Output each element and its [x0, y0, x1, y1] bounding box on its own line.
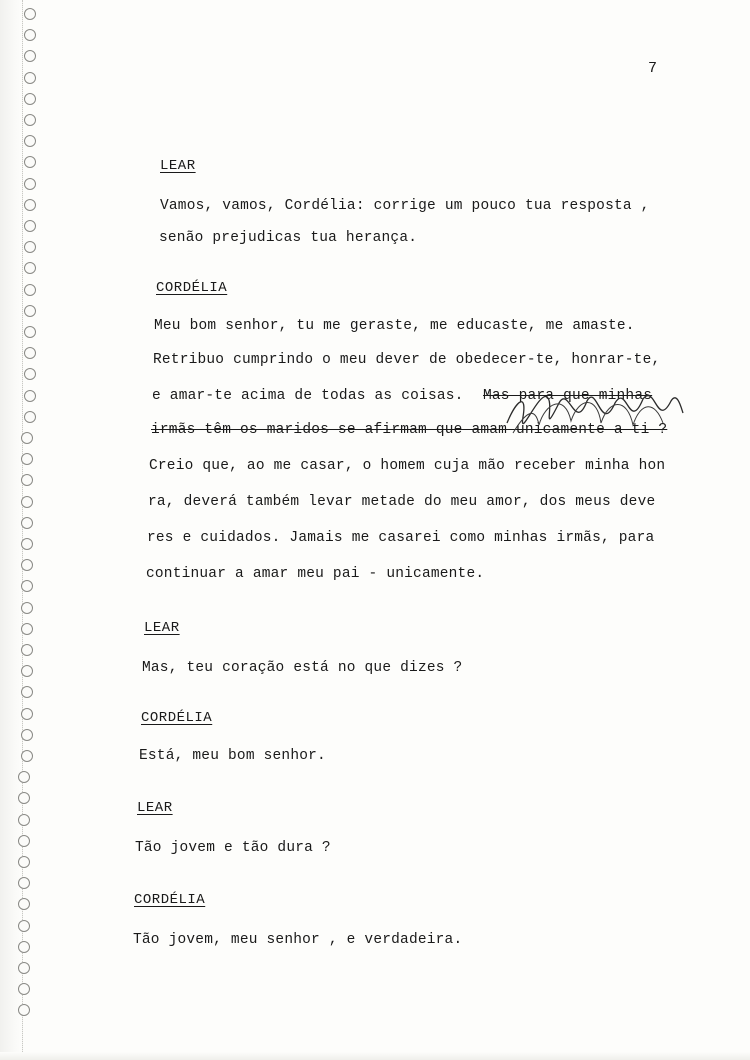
speaker-name: CORDÉLIA: [156, 280, 228, 296]
binder-hole: [21, 623, 33, 635]
dialogue-line: Tão jovem e tão dura ?: [135, 840, 331, 856]
dialogue-line: Meu bom senhor, tu me geraste, me educaste, me amaste.: [154, 318, 635, 334]
binder-hole: [18, 877, 30, 889]
dialogue-line: Vamos, vamos, Cordélia: corrige um pouco tua resposta ,: [160, 198, 650, 214]
binder-hole: [21, 496, 33, 508]
binder-hole: [24, 284, 36, 296]
speaker-name: LEAR: [137, 800, 173, 816]
struck-text: Mas para que minhas: [483, 388, 653, 404]
binder-hole: [24, 135, 36, 147]
punched-holes: [20, 8, 44, 1028]
binder-hole: [24, 29, 36, 41]
binder-hole: [24, 262, 36, 274]
binder-hole: [21, 474, 33, 486]
speaker-name: CORDÉLIA: [141, 710, 213, 726]
binder-hole: [24, 368, 36, 380]
dialogue-line: Retribuo cumprindo o meu dever de obedecer-te, honrar-te,: [153, 352, 661, 368]
binder-hole: [24, 93, 36, 105]
dialogue-line: Está, meu bom senhor.: [139, 748, 326, 764]
dialogue-line: ra, deverá também levar metade do meu amor, dos meus deve: [148, 494, 656, 510]
binder-hole: [21, 453, 33, 465]
binder-hole: [18, 920, 30, 932]
binder-hole: [24, 114, 36, 126]
binder-hole: [21, 729, 33, 741]
binder-hole: [24, 50, 36, 62]
binder-hole: [21, 686, 33, 698]
binder-hole: [21, 644, 33, 656]
binder-hole: [24, 326, 36, 338]
binder-hole: [21, 750, 33, 762]
dialogue-line: senão prejudicas tua herança.: [159, 230, 418, 246]
binder-hole: [21, 432, 33, 444]
page-number: 7: [648, 60, 658, 77]
binder-hole: [21, 517, 33, 529]
dialogue-line: Creio que, ao me casar, o homem cuja mão receber minha hon: [149, 458, 666, 474]
binder-hole: [21, 665, 33, 677]
speaker-name: CORDÉLIA: [134, 892, 206, 908]
dialogue-line: continuar a amar meu pai - unicamente.: [146, 566, 485, 582]
binder-hole: [18, 898, 30, 910]
dialogue-line: Tão jovem, meu senhor , e verdadeira.: [133, 932, 463, 948]
binder-hole: [18, 856, 30, 868]
binder-hole: [18, 1004, 30, 1016]
binder-hole: [21, 708, 33, 720]
speaker-name: LEAR: [160, 158, 196, 174]
binder-hole: [24, 178, 36, 190]
binder-hole: [18, 814, 30, 826]
binder-hole: [18, 771, 30, 783]
binder-hole: [24, 411, 36, 423]
dialogue-line: e amar-te acima de todas as coisas.: [152, 388, 464, 404]
binder-hole: [24, 220, 36, 232]
binder-hole: [24, 305, 36, 317]
binder-hole: [21, 580, 33, 592]
binder-hole: [21, 602, 33, 614]
page-bottom-edge: [0, 1052, 750, 1060]
binder-hole: [24, 72, 36, 84]
speaker-name: LEAR: [144, 620, 180, 636]
dialogue-line: Mas, teu coração está no que dizes ?: [142, 660, 463, 676]
binder-hole: [18, 835, 30, 847]
dialogue-line: res e cuidados. Jamais me casarei como minhas irmãs, para: [147, 530, 655, 546]
binder-hole: [18, 962, 30, 974]
binder-hole: [18, 941, 30, 953]
struck-text: irmãs têm os maridos se afirmam que amam unicamente a ti ?: [151, 422, 668, 438]
binder-hole: [18, 792, 30, 804]
binder-hole: [21, 559, 33, 571]
binder-hole: [24, 199, 36, 211]
binder-hole: [24, 390, 36, 402]
handwritten-scribble: [505, 383, 685, 445]
binder-hole: [24, 241, 36, 253]
binder-hole: [18, 983, 30, 995]
binder-hole: [24, 8, 36, 20]
binder-hole: [21, 538, 33, 550]
binder-hole: [24, 347, 36, 359]
binder-hole: [24, 156, 36, 168]
